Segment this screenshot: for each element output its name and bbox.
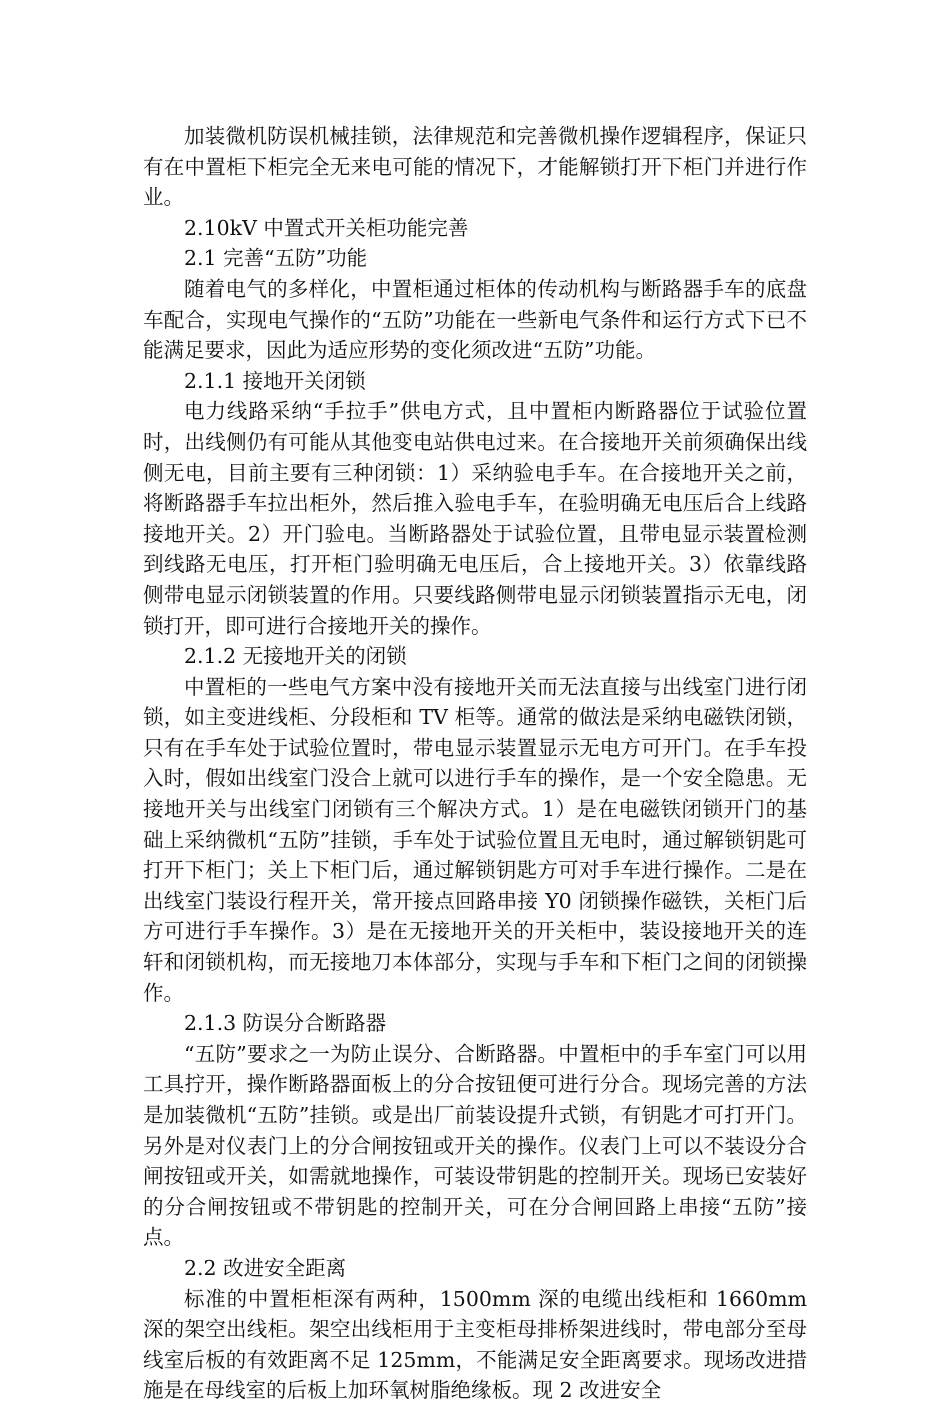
paragraph-breaker-misoperation: “五防”要求之一为防止误分、合断路器。中置柜中的手车室门可以用工具拧开，操作断路器面板上的分合按钮便可进行分合。现场完善的方法是加装微机“五防”挂锁。或是出厂前装设提升式锁，有钥匙才可打开门。另外是对仪表门上的分合闸按钮或开关的操作。仪表门上可以不装设分合闸按钮或开关，如需就地操作，可装设带钥匙的控制开关。现场已安装好的分合闸按钮或不带钥匙的控制开关，可在分合闸回路上串接“五防”接点。 bbox=[143, 1041, 807, 1250]
paragraph-safety-distance: 标准的中置柜柜深有两种，1500mm 深的电缆出线柜和 1660mm 深的架空出线柜。架空出线柜用于主变柜母排桥架进线时，带电部分至母线室后板的有效距离不足 125mm，不能满足安全距离要求。现场改进措施是在母线室的后板上加环氧树脂绝缘板。现 2 改进安全 bbox=[143, 1286, 807, 1403]
paragraph-no-grounding-switch-lock: 中置柜的一些电气方案中没有接地开关而无法直接与出线室门进行闭锁，如主变进线柜、分段柜和 TV 柜等。通常的做法是采纳电磁铁闭锁，只有在手车处于试验位置时，带电显示装置显示无电方可开门。在手车投入时，假如出线室门没合上就可以进行手车的操作，是一个安全隐患。无接地开关与出线室门闭锁有三个解决方式。1）是在电磁铁闭锁开门的基础上采纳微机“五防”挂锁，手车处于试验位置且无电时，通过解锁钥匙可打开下柜门；关上下柜门后，通过解锁钥匙方可对手车进行操作。二是在出线室门装设行程开关，常开接点回路串接 Y0 闭锁操作磁铁，关柜门后方可进行手车操作。3）是在无接地开关的开关柜中，装设接地开关的连轩和闭锁机构，而无接地刀本体部分，实现与手车和下柜门之间的闭锁操作。 bbox=[143, 674, 807, 1005]
section-heading-2: 2.10kV 中置式开关柜功能完善 bbox=[184, 215, 469, 240]
paragraph-five-protections: 随着电气的多样化，中置柜通过柜体的传动机构与断路器手车的底盘车配合，实现电气操作的“五防”功能在一些新电气条件和运行方式下已不能满足要求，因此为适应形势的变化须改进“五防”功能。 bbox=[143, 276, 807, 363]
section-heading-2-1-2: 2.1.2 无接地开关的闭锁 bbox=[184, 644, 407, 669]
paragraph-intro: 加装微机防误机械挂锁，法律规范和完善微机操作逻辑程序，保证只有在中置柜下柜完全无来电可能的情况下，才能解锁打开下柜门并进行作业。 bbox=[143, 124, 807, 210]
document-body bbox=[143, 121, 807, 1406]
section-heading-2-2: 2.2 改进安全距离 bbox=[184, 1255, 347, 1280]
section-heading-2-1-3: 2.1.3 防误分合断路器 bbox=[184, 1011, 387, 1036]
paragraph-grounding-switch-lock: 电力线路采纳“手拉手”供电方式，且中置柜内断路器位于试验位置时，出线侧仍有可能从其他变电站供电过来。在合接地开关前须确保出线侧无电，目前主要有三种闭锁：1）采纳验电手车。在合接地开关之前，将断路器手车拉出柜外，然后推入验电手车，在验明确无电压后合上线路接地开关。2）开门验电。当断路器处于试验位置，且带电显示装置检测到线路无电压，打开柜门验明确无电压后，合上接地开关。3）依靠线路侧带电显示闭锁装置的作用。只要线路侧带电显示闭锁装置指示无电，闭锁打开，即可进行合接地开关的操作。 bbox=[143, 399, 807, 638]
section-heading-2-1-1: 2.1.1 接地开关闭锁 bbox=[184, 368, 366, 393]
section-heading-2-1: 2.1 完善“五防”功能 bbox=[184, 246, 368, 271]
